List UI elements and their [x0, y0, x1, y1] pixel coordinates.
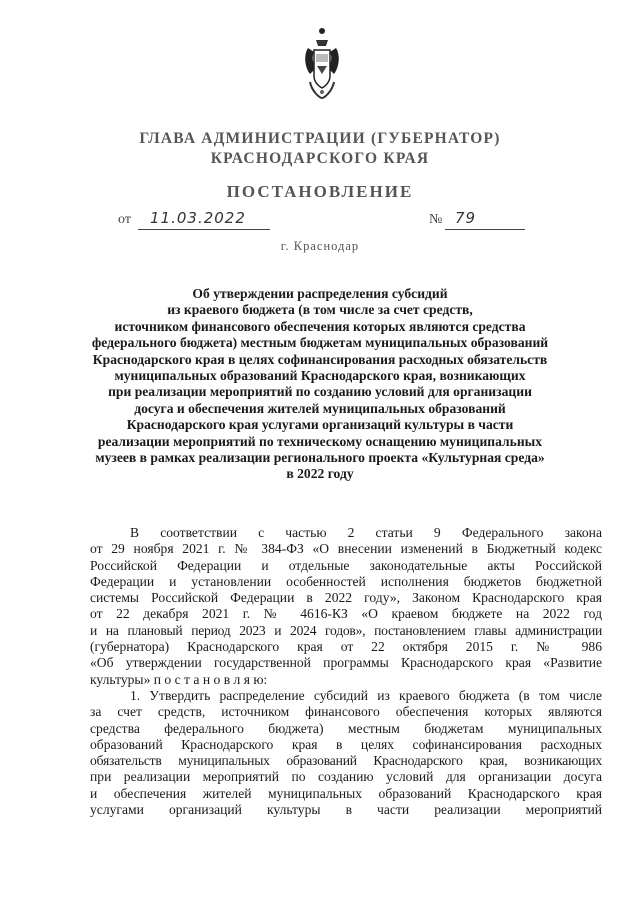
document-title — [60, 286, 580, 483]
number-underline — [445, 229, 525, 230]
title-line: в 2022 году — [286, 466, 354, 482]
body-line: 1. Утвердить распределение субсидий из краевого бюджета (в том числе — [130, 687, 602, 703]
body-line: за счет средств, источником финансового обеспечения которых являются — [90, 704, 602, 720]
body-line: услугами организаций культуры в части реализации мероприятий — [90, 802, 602, 818]
body-line: и на плановый период 2023 и 2024 годов», постановлением главы администрации — [90, 622, 602, 638]
body-line: образований Краснодарского края в целях софинансирования расходных — [90, 736, 602, 752]
body-line: Федерации и установлении особенностей исполнения бюджетов бюджетной — [90, 573, 602, 589]
document-type: ПОСТАНОВЛЕНИЕ — [226, 182, 414, 201]
body-line: Российской Федерации и отдельные законодательные акты Российской — [90, 557, 602, 573]
title-line: Краснодарского края в целях софинансирования расходных обязательств — [92, 351, 548, 367]
body-line: от 29 ноября 2021 г. № 384-ФЗ «О внесении изменений в Бюджетный кодекс — [90, 541, 602, 557]
title-line: Краснодарского края услугами организаций культуры в части — [126, 417, 514, 433]
title-line: музеев в рамках реализации регионального проекта «Культурная среда» — [95, 450, 545, 466]
title-line: при реализации мероприятий по созданию условий для организации — [108, 384, 532, 400]
title-line: муниципальных образований Краснодарского края, возникающих — [114, 368, 526, 384]
title-line: реализации мероприятий по техническому оснащению муниципальных — [97, 433, 543, 449]
body-line: «Об утверждении государственной программы Краснодарского края «Развитие — [90, 655, 602, 671]
issuer-region: КРАСНОДАРСКОГО КРАЯ — [210, 150, 430, 167]
title-line: источником финансового обеспечения которых являются средства — [114, 318, 526, 334]
date-underline — [138, 229, 270, 230]
title-line: Об утверждении распределения субсидий — [192, 286, 448, 301]
title-line: федерального бюджета) местным бюджетам муниципальных образований — [91, 335, 549, 351]
date-prefix: от — [118, 212, 131, 227]
title-line: из краевого бюджета (в том числе за счет средств, — [167, 302, 473, 318]
body-line: при реализации мероприятий по созданию условий для организации досуга — [90, 769, 602, 785]
body-line: культуры» п о с т а н о в л я ю: — [90, 671, 268, 687]
number-prefix: № — [429, 212, 443, 227]
body-line: обязательств муниципальных образований Краснодарского края, возникающих — [90, 753, 602, 769]
city: г. Краснодар — [280, 239, 360, 253]
body-line: системы Российской Федерации в 2022 году», Законом Краснодарского края — [90, 590, 602, 606]
number-value: 79 — [455, 209, 477, 227]
body-line: (губернатора) Краснодарского края от 22 октября 2015 г. № 986 — [90, 639, 602, 655]
crest-icon — [302, 26, 342, 102]
issuer-title: ГЛАВА АДМИНИСТРАЦИИ (ГУБЕРНАТОР) — [139, 130, 501, 147]
body-line: средства федерального бюджета) местным бюджетам муниципальных — [90, 720, 602, 736]
body-line: В соответствии с частью 2 статьи 9 Федерального закона — [130, 525, 602, 540]
body-line: и обеспечения жителей муниципальных образований Краснодарского края — [90, 785, 602, 801]
document-body — [90, 525, 602, 818]
title-line: досуга и обеспечения жителей муниципальных образований — [134, 400, 506, 416]
date-value: 11.03.2022 — [150, 209, 246, 227]
body-line: от 22 декабря 2021 г. № 4616-КЗ «О краевом бюджете на 2022 год — [90, 606, 602, 622]
